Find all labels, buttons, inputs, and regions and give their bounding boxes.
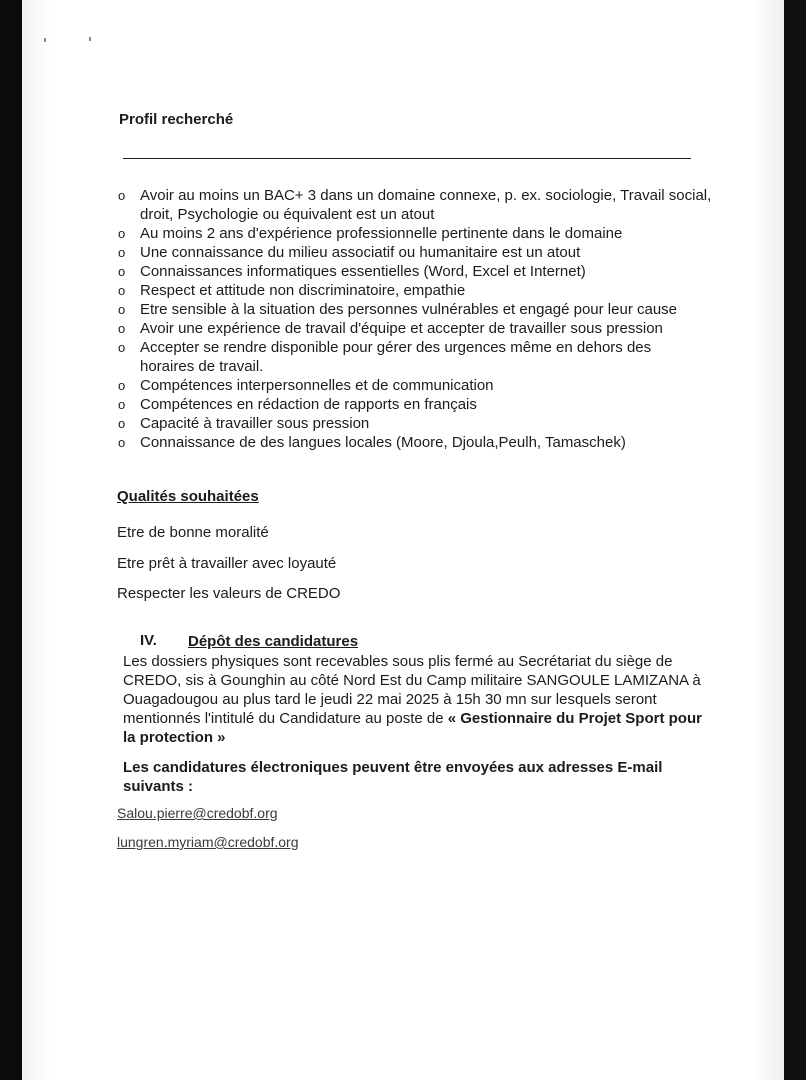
requirement-text: Respect et attitude non discriminatoire, empathie	[140, 282, 466, 299]
bullet-icon: o	[118, 283, 126, 298]
deposit-paragraph	[123, 652, 723, 747]
scan-speck	[89, 37, 91, 41]
profile-heading: Profil recherché	[119, 111, 234, 128]
requirement-text: horaires de travail.	[140, 358, 264, 375]
requirement-item	[118, 300, 718, 319]
requirement-item	[118, 376, 718, 395]
requirement-text: Accepter se rendre disponible pour gérer des urgences même en dehors des	[140, 339, 652, 356]
paragraph-line: CREDO, sis à Gounghin au côté Nord Est du Camp militaire SANGOULE LAMIZANA à	[123, 672, 701, 689]
email-link[interactable]: lungren.myriam@credobf.org	[117, 834, 299, 850]
bullet-icon: o	[118, 340, 126, 355]
requirement-text: Capacité à travailler sous pression	[140, 415, 370, 432]
heading-rule	[123, 158, 691, 159]
requirement-item	[118, 433, 718, 452]
electronic-notice	[123, 758, 662, 796]
qualities-heading: Qualités souhaitées	[117, 488, 259, 505]
paragraph-line: Les dossiers physiques sont recevables sous plis fermé au Secrétariat du siège de	[123, 653, 673, 670]
quality-item: Etre de bonne moralité	[117, 524, 269, 541]
bullet-icon: o	[118, 245, 126, 260]
requirement-item	[118, 338, 718, 376]
deposit-heading: Dépôt des candidatures	[188, 633, 359, 650]
bullet-icon: o	[118, 378, 126, 393]
bullet-icon: o	[118, 435, 126, 450]
requirement-item	[118, 243, 718, 262]
bullet-icon: o	[118, 397, 126, 412]
requirement-text: Connaissance de des langues locales (Moore, Djoula,Peulh, Tamaschek)	[140, 434, 626, 451]
requirement-item	[118, 186, 718, 224]
requirement-item	[118, 414, 718, 433]
requirement-text: Etre sensible à la situation des personnes vulnérables et engagé pour leur cause	[140, 301, 678, 318]
bullet-icon: o	[118, 321, 126, 336]
bullet-icon: o	[118, 226, 126, 241]
scan-speck	[44, 38, 46, 42]
email-link[interactable]: Salou.pierre@credobf.org	[117, 805, 278, 821]
requirement-text: Une connaissance du milieu associatif ou humanitaire est un atout	[140, 244, 581, 261]
requirement-item	[118, 262, 718, 281]
position-title-end: la protection »	[123, 729, 226, 746]
requirements-list	[118, 186, 718, 452]
paragraph-line	[123, 709, 723, 728]
requirement-item	[118, 281, 718, 300]
bullet-icon: o	[118, 416, 126, 431]
electronic-line: suivants :	[123, 778, 194, 795]
requirement-text: Avoir au moins un BAC+ 3 dans un domaine connexe, p. ex. sociologie, Travail social,	[140, 187, 712, 204]
bullet-icon: o	[118, 264, 126, 279]
paragraph-line: Ouagadougou au plus tard le jeudi 22 mai 2025 à 15h 30 mn sur lesquels seront	[123, 691, 657, 708]
position-title: « Gestionnaire du Projet Sport pour	[447, 710, 702, 727]
section-number: IV.	[140, 632, 157, 649]
paragraph-line	[123, 728, 723, 747]
bullet-icon: o	[118, 188, 126, 203]
scan-border-right	[784, 0, 806, 1080]
requirement-text: Compétences interpersonnelles et de communication	[140, 377, 494, 394]
requirement-text: droit, Psychologie ou équivalent est un atout	[140, 206, 435, 223]
quality-item: Etre prêt à travailler avec loyauté	[117, 555, 337, 572]
requirement-text: Connaissances informatiques essentielles (Word, Excel et Internet)	[140, 263, 586, 280]
requirement-item	[118, 224, 718, 243]
requirement-text: Avoir une expérience de travail d'équipe et accepter de travailler sous pression	[140, 320, 663, 337]
requirement-text: Au moins 2 ans d'expérience professionnelle pertinente dans le domaine	[140, 225, 623, 242]
requirement-item	[118, 395, 718, 414]
scan-border-left	[0, 0, 22, 1080]
requirement-item	[118, 319, 718, 338]
paragraph-text: mentionnés l'intitulé du Candidature au poste de	[123, 710, 448, 727]
electronic-line: Les candidatures électroniques peuvent être envoyées aux adresses E-mail	[123, 759, 663, 776]
bullet-icon: o	[118, 302, 126, 317]
requirement-text: Compétences en rédaction de rapports en français	[140, 396, 477, 413]
quality-item: Respecter les valeurs de CREDO	[117, 585, 341, 602]
